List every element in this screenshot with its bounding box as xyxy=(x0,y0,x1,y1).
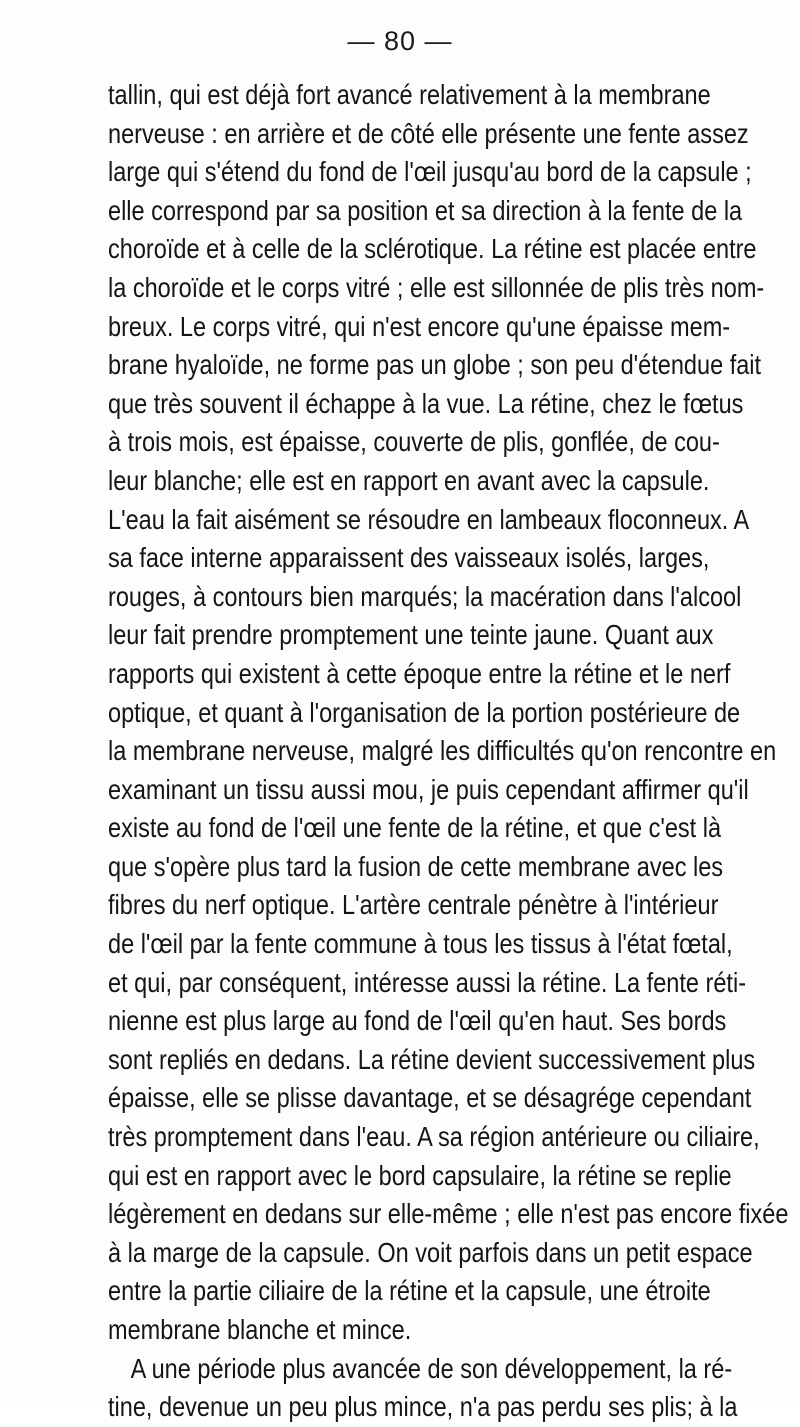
text-line: très promptement dans l'eau. A sa région antérieure ou ciliaire, xyxy=(108,1121,760,1153)
text-line: et qui, par conséquent, intéresse aussi la rétine. La fente réti- xyxy=(108,966,747,998)
text-line: examinant un tissu aussi mou, je puis cependant affirmer qu'il xyxy=(108,773,749,805)
text-line: qui est en rapport avec le bord capsulaire, la rétine se replie xyxy=(108,1159,732,1191)
text-line: membrane blanche et mince. xyxy=(108,1314,412,1345)
text-line: nerveuse : en arrière et de côté elle présente une fente assez xyxy=(108,117,749,149)
text-line: la membrane nerveuse, malgré les difficultés qu'on rencontre en xyxy=(108,735,777,767)
text-line: à la marge de la capsule. On voit parfois dans un petit espace xyxy=(108,1236,753,1268)
text-line: L'eau la fait aisément se résoudre en lambeaux floconneux. A xyxy=(108,503,750,535)
text-line: entre la partie ciliaire de la rétine et la capsule, une étroite xyxy=(108,1275,711,1307)
text-line: existe au fond de l'œil une fente de la rétine, et que c'est là xyxy=(108,812,722,844)
body-text xyxy=(108,76,800,1427)
text-line: légèrement en dedans sur elle-même ; elle n'est pas encore fixée xyxy=(108,1198,789,1230)
text-line: tine, devenue un peu plus mince, n'a pas perdu ses plis; à la xyxy=(108,1391,738,1423)
text-line: de l'œil par la fente commune à tous les tissus à l'état fœtal, xyxy=(108,928,733,960)
text-line: breux. Le corps vitré, qui n'est encore qu'une épaisse mem- xyxy=(108,310,731,342)
text-line: rapports qui existent à cette époque entre la rétine et le nerf xyxy=(108,657,731,689)
text-line: sa face interne apparaissent des vaisseaux isolés, larges, xyxy=(108,542,710,574)
text-line: à trois mois, est épaisse, couverte de plis, gonflée, de cou- xyxy=(108,426,720,458)
text-line: choroïde et à celle de la sclérotique. La rétine est placée entre xyxy=(108,233,757,265)
text-line: A une période plus avancée de son développement, la ré- xyxy=(130,1352,733,1384)
text-line: large qui s'étend du fond de l'œil jusqu'au bord de la capsule ; xyxy=(108,156,752,188)
text-line: optique, et quant à l'organisation de la portion postérieure de xyxy=(108,696,741,728)
text-line: leur fait prendre promptement une teinte jaune. Quant aux xyxy=(108,619,714,651)
text-line: épaisse, elle se plisse davantage, et se désagrége cependant xyxy=(108,1082,752,1114)
text-line: sont repliés en dedans. La rétine devient successivement plus xyxy=(108,1043,756,1075)
text-line: nienne est plus large au fond de l'œil qu'en haut. Ses bords xyxy=(108,1005,727,1037)
text-line: rouges, à contours bien marqués; la macération dans l'alcool xyxy=(108,580,742,612)
text-line: brane hyaloïde, ne forme pas un globe ; son peu d'étendue fait xyxy=(108,349,762,381)
text-line: que très souvent il échappe à la vue. La rétine, chez le fœtus xyxy=(108,387,744,419)
page-number: — 80 — xyxy=(347,26,453,56)
text-line: elle correspond par sa position et sa direction à la fente de la xyxy=(108,194,743,226)
text-line: que s'opère plus tard la fusion de cette membrane avec les xyxy=(108,850,724,882)
text-line: leur blanche; elle est en rapport en avant avec la capsule. xyxy=(108,464,710,496)
text-line: la choroïde et le corps vitré ; elle est sillonnée de plis très nom- xyxy=(108,271,765,303)
text-line: tallin, qui est déjà fort avancé relativement à la membrane xyxy=(108,79,711,110)
text-line: fibres du nerf optique. L'artère centrale pénètre à l'intérieur xyxy=(108,889,719,921)
